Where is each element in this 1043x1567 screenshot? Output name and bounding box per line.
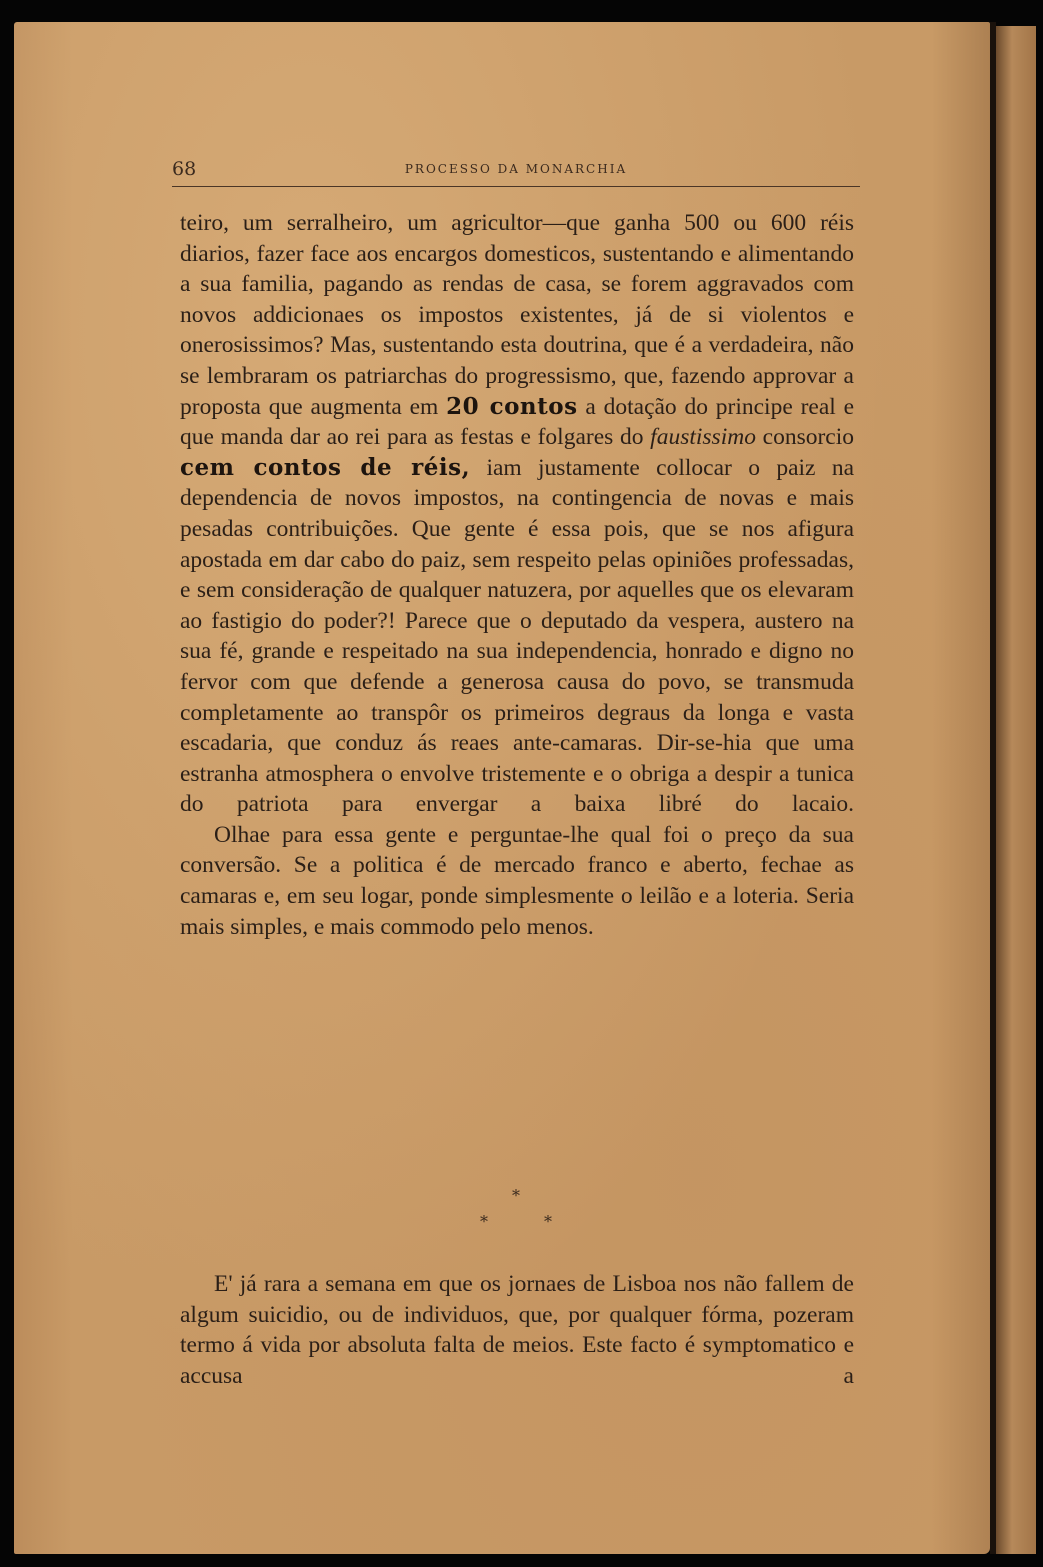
paragraph-3: E' já rara a semana em que os jornaes de Lisboa nos não fallem de algum suicidio, ou de individuos, que, por qualquer fórma, pozeram termo á vida por absoluta falta de meios. Este facto é symptomatico e accusa a: [180, 1271, 854, 1389]
separator-asterisk-top: *: [512, 1186, 520, 1205]
paragraph-2: Olhae para essa gente e perguntae-lhe qual foi o preço da sua conversão. Se a politica é de mercado franco e aberto, fechae as camaras e, em seu logar, ponde simplesmente o leilão e a loteria. Seria mais simples, e mais commodo pelo menos.: [180, 821, 854, 940]
paragraph-1: [180, 208, 854, 820]
running-title: PROCESSO DA MONARCHIA: [404, 162, 628, 176]
emphasis-20-contos: 20 contos: [446, 392, 578, 420]
separator-asterisk-left: *: [480, 1212, 488, 1231]
running-header: [172, 156, 860, 184]
paragraph-1-part-2: a dotação do principe real e que manda dar ao rei para as festas e folgares do: [180, 393, 855, 451]
paragraph-1-part-1: teiro, um serralheiro, um agricultor—que ganha 500 ou 600 réis diarios, fazer face aos encargos domesticos, sustentando e alimentando a sua familia, pagando as rendas de casa, se forem aggravados com novos addicionaes os impostos existentes, já de si violentos e onerosissimos? Mas, sustentando esta doutrina, que é a verdadeira, não se lembraram os patriarchas do progressismo, que, fazendo approvar a proposta que augmenta em: [180, 210, 854, 420]
emphasis-cem-contos: cem contos de réis,: [180, 453, 471, 481]
second-text-block: [180, 1269, 854, 1391]
italic-faustissimo: faustissimo: [650, 424, 756, 451]
paragraph-1-part-3: consorcio: [762, 424, 855, 451]
paragraph-1-part-4: iam justamente collocar o paiz na dependencia de novos impostos, na contingencia de novas e mais pesadas contribuições. Que gente é essa pois, que se nos afigura apostada em dar cabo do paiz, sem respeito pelas opiniões professadas, e sem consideração de qualquer natuzera, por aquelles que os elevaram ao fastigio do poder?! Parece que o deputado da vespera, austero na sua fé, grande e respeitado na sua independencia, honrado e digno no fervor com que defende a generosa causa do povo, se transmuda completamente ao transpôr os primeiros degraus da longa e vasta escadaria, que conduz ás reaes ante-camaras. Dir-se-hia que uma estranha atmosphera o envolve tristemente e o obriga a despir a tunica do patriota para envergar a baixa libré do lacaio.: [180, 454, 854, 818]
binding-gutter: [990, 22, 996, 1554]
page-number: 68: [172, 158, 197, 180]
separator-asterisk-right: *: [544, 1212, 552, 1231]
main-text-block: [180, 208, 854, 942]
adjacent-page-edge: [996, 26, 1036, 1554]
section-separator: [440, 1186, 600, 1246]
header-rule: [172, 186, 860, 187]
